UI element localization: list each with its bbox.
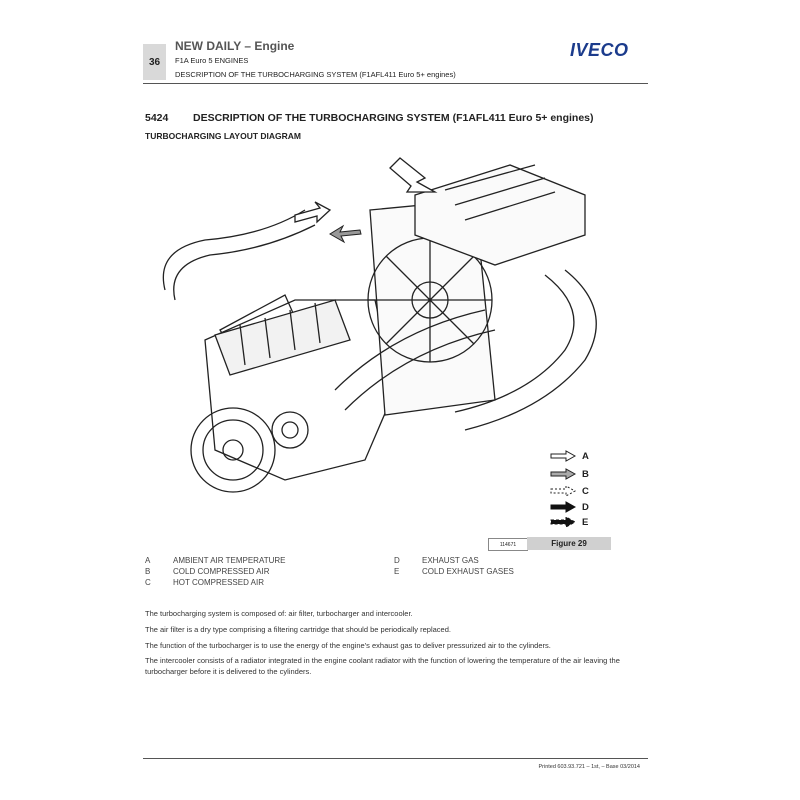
legend-letter: C — [582, 485, 589, 497]
header-divider — [143, 83, 648, 84]
paragraph: The turbocharging system is composed of: air filter, turbocharger and intercooler. — [145, 609, 413, 618]
legend-letter: E — [582, 516, 589, 528]
key-text: HOT COMPRESSED AIR — [173, 578, 264, 587]
paragraph: The intercooler consists of a radiator integrated in the engine coolant radiator with the function of lowering the temperature of the air leaving the turbocharger before it is delivered to the cylinders. — [145, 656, 620, 676]
arrow-cold-exhaust-icon — [550, 516, 576, 528]
legend-item-e — [550, 515, 610, 529]
key-item-c — [145, 578, 264, 587]
key-text: EXHAUST GAS — [422, 556, 479, 565]
key-item-e — [394, 567, 514, 576]
paragraph: The function of the turbocharger is to use the energy of the engine's exhaust gas to deliver pressurized air to the cylinders. — [145, 641, 551, 650]
key-item-b — [145, 567, 269, 576]
document-section-ref: DESCRIPTION OF THE TURBOCHARGING SYSTEM (F1AFL411 Euro 5+ engines) — [175, 70, 456, 79]
arrow-exhaust-icon — [550, 501, 576, 513]
legend-item-d — [550, 500, 610, 514]
figure-code: 114671 — [488, 538, 528, 551]
arrow-cold-air-icon — [550, 468, 576, 480]
key-item-d — [394, 556, 479, 565]
arrow-hot-air-icon — [550, 485, 576, 497]
paragraph: The air filter is a dry type comprising a filtering cartridge that should be periodically replaced. — [145, 625, 451, 634]
legend-letter: A — [582, 450, 589, 462]
key-letter: E — [394, 567, 400, 576]
diagram-title: TURBOCHARGING LAYOUT DIAGRAM — [145, 131, 301, 141]
legend-letter: B — [582, 468, 589, 480]
section-number: 5424 — [145, 112, 169, 124]
figure-label: Figure 29 — [527, 537, 611, 550]
document-title: NEW DAILY – Engine — [175, 39, 295, 53]
key-item-a — [145, 556, 285, 565]
engine-turbo-diagram — [145, 150, 615, 550]
iveco-logo: IVECO — [570, 40, 629, 60]
document-subtitle: F1A Euro 5 ENGINES — [175, 56, 249, 65]
arrow-ambient-icon — [550, 450, 576, 462]
legend-letter: D — [582, 501, 589, 513]
key-letter: C — [145, 578, 151, 587]
legend-item-c — [550, 484, 610, 498]
footer-divider — [143, 758, 648, 759]
legend-item-b — [550, 467, 610, 481]
key-letter: D — [394, 556, 400, 565]
page-number: 36 — [143, 44, 166, 80]
footer-print-info: Printed 603.93.721 – 1st, – Base 03/2014 — [538, 764, 640, 770]
section-title: DESCRIPTION OF THE TURBOCHARGING SYSTEM (F1AFL411 Euro 5+ engines) — [193, 112, 594, 124]
key-text: COLD COMPRESSED AIR — [173, 567, 270, 576]
key-text: AMBIENT AIR TEMPERATURE — [173, 556, 286, 565]
key-letter: A — [145, 556, 151, 565]
key-text: COLD EXHAUST GASES — [422, 567, 514, 576]
key-letter: B — [145, 567, 151, 576]
legend-item-a — [550, 449, 610, 463]
